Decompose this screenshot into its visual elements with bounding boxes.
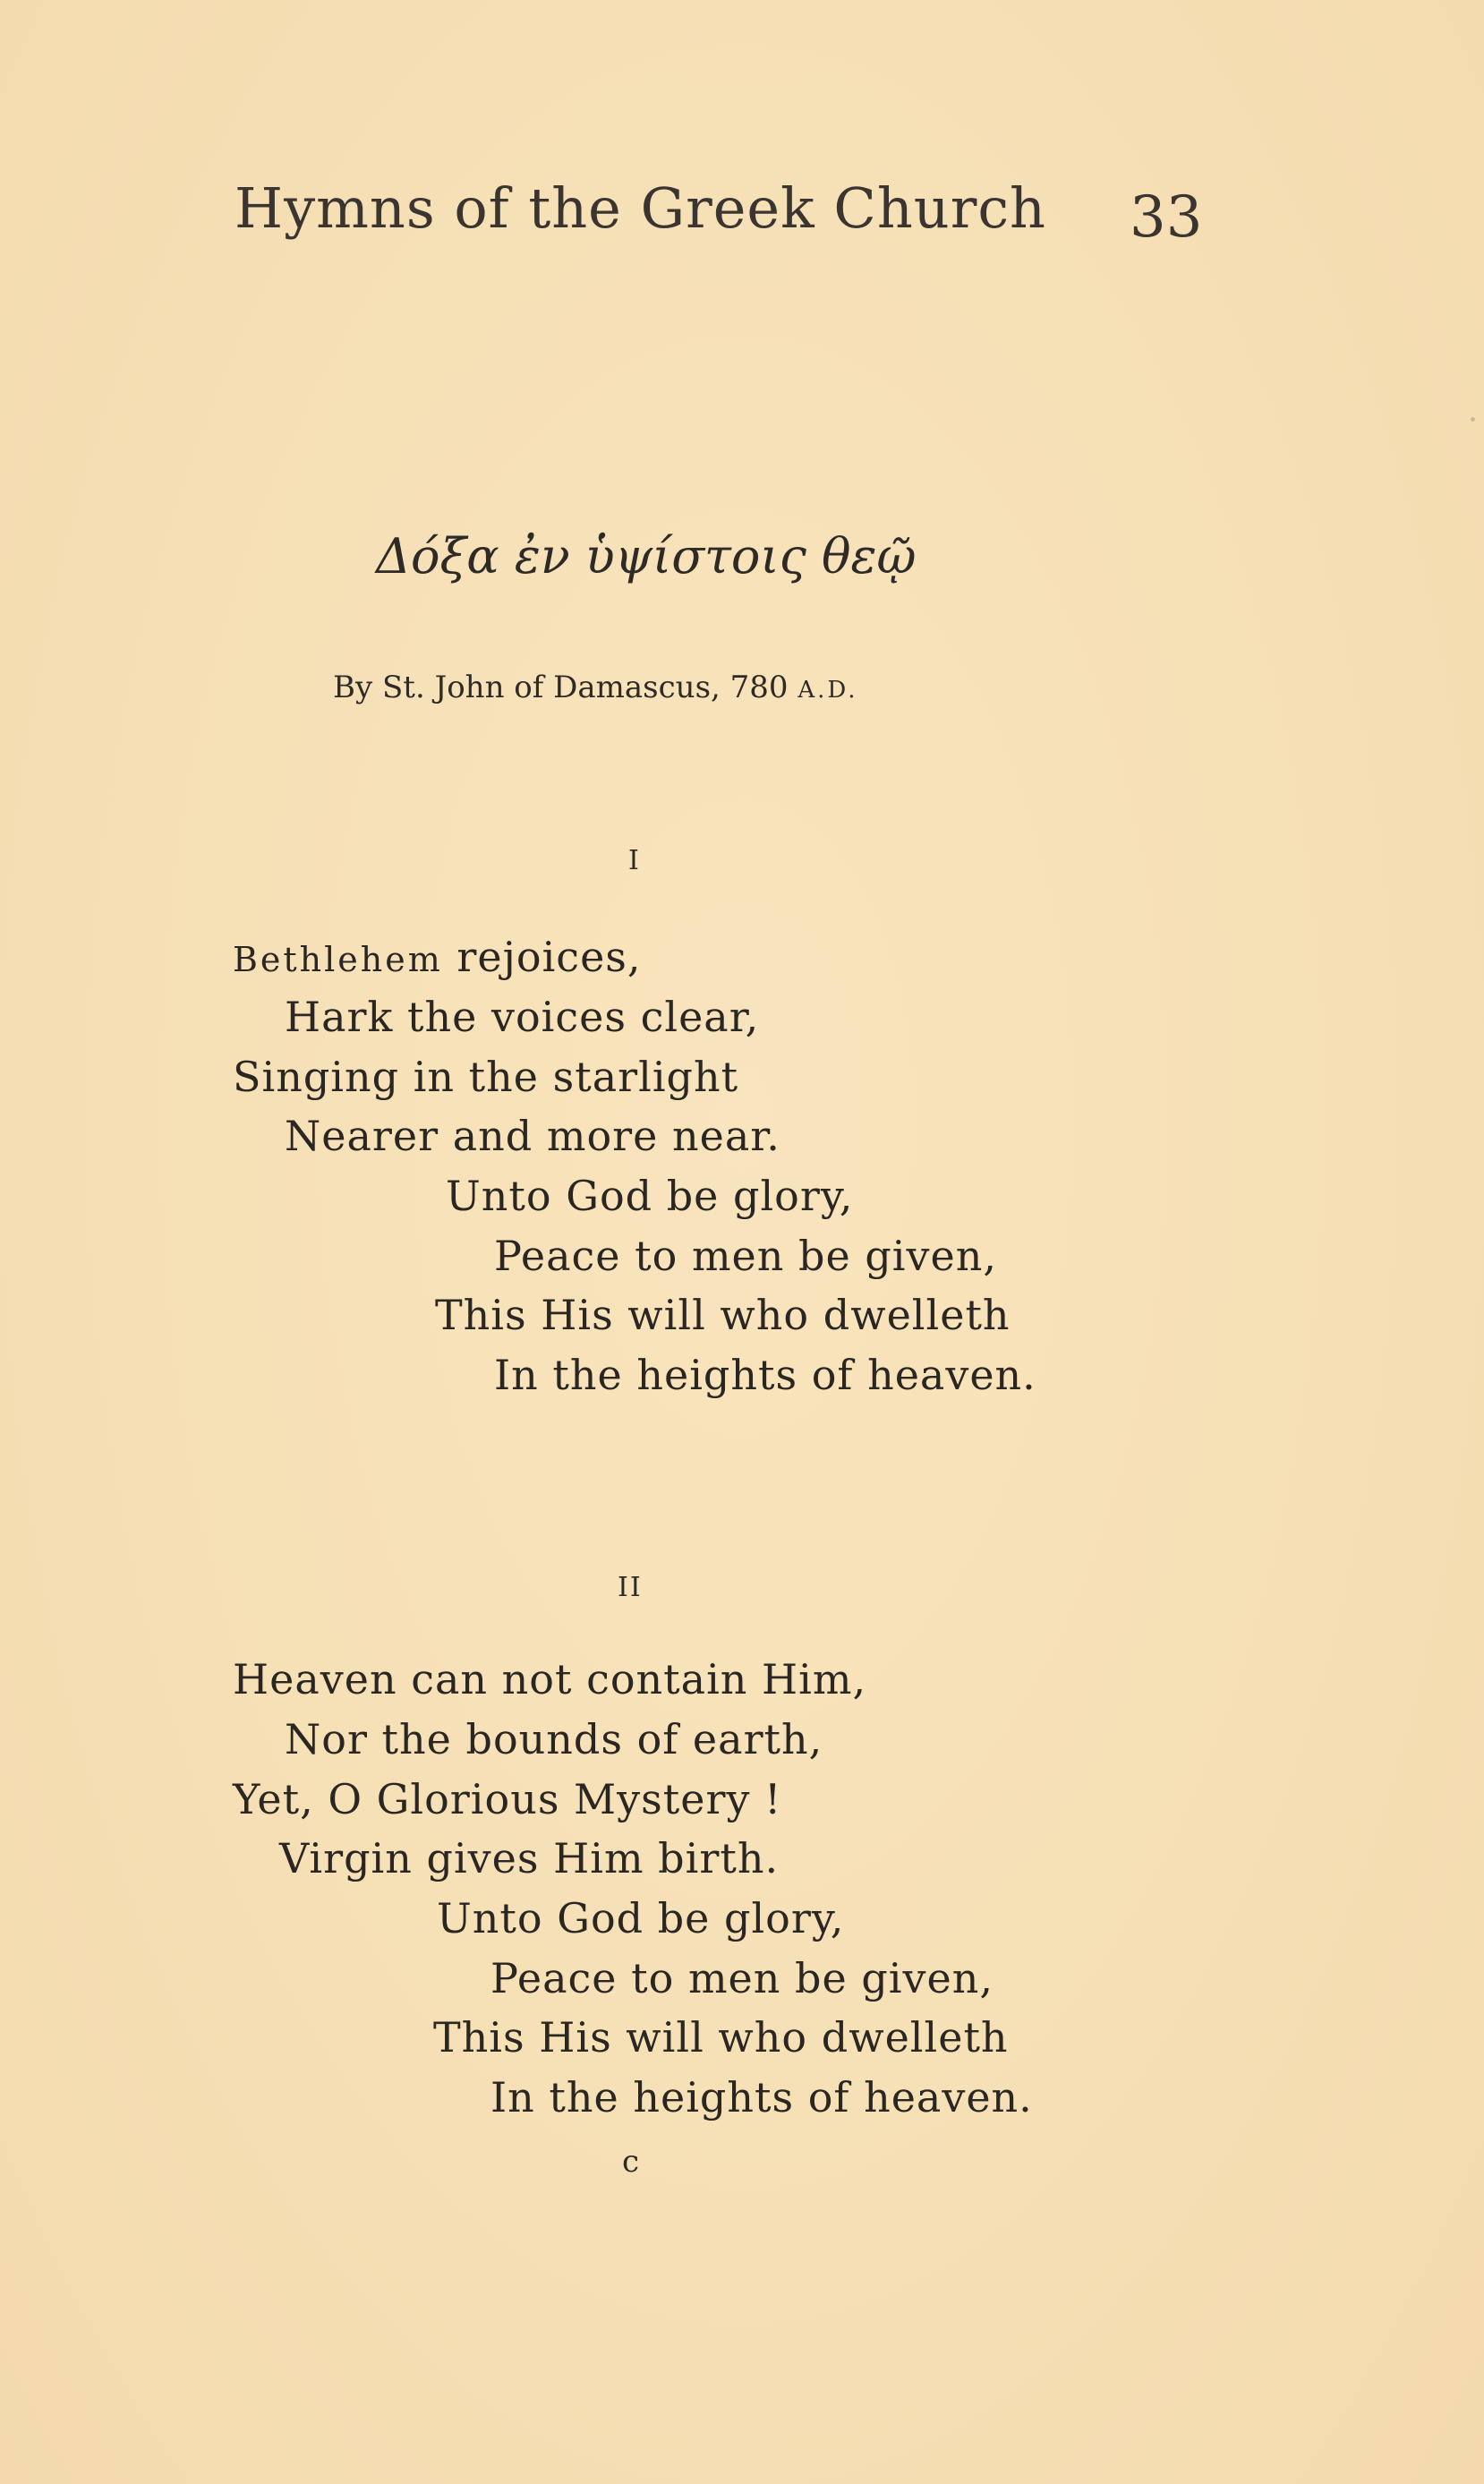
stanza-1-line-2: Hark the voices clear,	[285, 993, 760, 1041]
stanza-1-line-1-rest: rejoices,	[442, 933, 642, 981]
first-word-smallcaps: Bethlehem	[233, 940, 443, 979]
paper-speck	[1471, 417, 1475, 422]
hymn-byline	[333, 670, 858, 705]
stanza-2-line-3: Yet, O Glorious Mystery !	[233, 1775, 782, 1823]
byline-author-date: By St. John of Damascus, 780	[333, 670, 798, 705]
stanza-1-line-7: This His will who dwelleth	[435, 1291, 1011, 1339]
signature-mark: c	[622, 2144, 640, 2180]
stanza-2-line-7: This His will who dwelleth	[433, 2013, 1009, 2061]
stanza-1-line-1	[233, 933, 642, 981]
stanza-2-line-8: In the heights of heaven.	[490, 2073, 1033, 2121]
section-numeral-2: II	[618, 1572, 643, 1603]
stanza-2-line-1: Heaven can not contain Him,	[233, 1655, 867, 1703]
byline-era: A.D.	[797, 677, 858, 704]
stanza-2-line-4: Virgin gives Him birth.	[279, 1834, 780, 1882]
stanza-2-line-5: Unto God be glory,	[437, 1894, 845, 1942]
stanza-2-line-2: Nor the bounds of earth,	[285, 1715, 823, 1763]
running-title: Hymns of the Greek Church	[235, 175, 1046, 241]
stanza-1-line-8: In the heights of heaven.	[494, 1351, 1036, 1399]
stanza-2-line-6: Peace to men be given,	[490, 1954, 994, 2002]
hymn-greek-title: Δόξα ἐν ὑψίστοις θεῷ	[376, 528, 917, 585]
stanza-1-line-6: Peace to men be given,	[494, 1232, 997, 1280]
stanza-1-line-5: Unto God be glory,	[446, 1172, 854, 1220]
page-number: 33	[1130, 184, 1203, 251]
stanza-1-line-4: Nearer and more near.	[285, 1112, 780, 1160]
stanza-1-line-3: Singing in the starlight	[233, 1053, 739, 1101]
section-numeral-1: I	[628, 845, 641, 876]
